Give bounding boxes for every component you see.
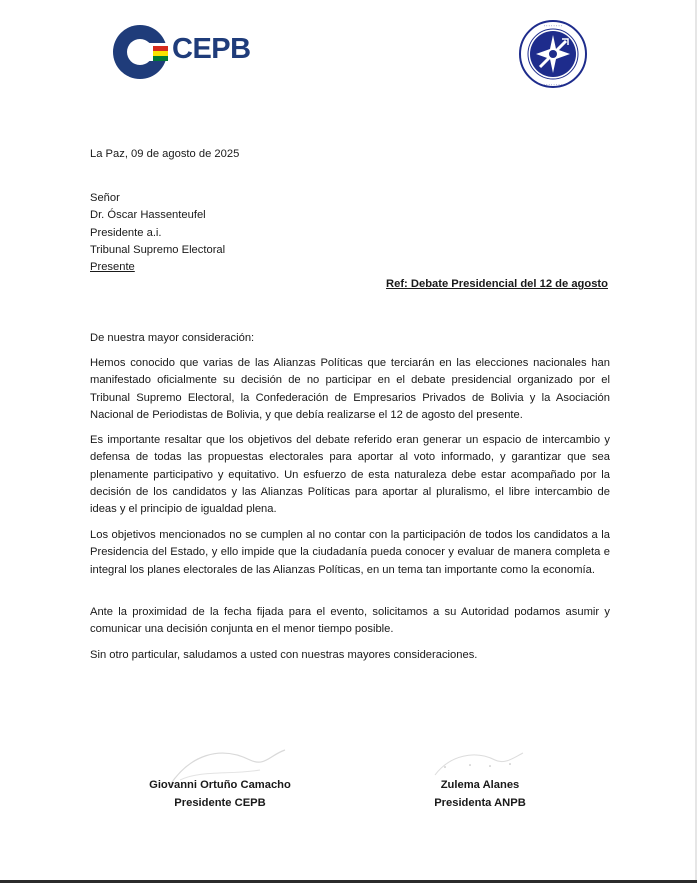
signatory-name: Giovanni Ortuño Camacho [149,779,291,791]
paragraph-3: Los objetivos mencionados no se cumplen al no contar con la participación de todos los candidatos a la Presidencia del Estado, y ello impide que la ciudadanía pueda conocer y evaluar de manera completa e integral los planes electorales de las Alianzas Políticas, en un tema tan importante como la economía. [90,529,610,576]
recipient-block [90,190,225,276]
signatory-1 [130,777,310,812]
recipient-institution: Tribunal Supremo Electoral [90,243,226,256]
paragraph-1: Hemos conocido que varias de las Alianzas Políticas que terciarán en las elecciones nacionales han manifestado oficialmente su decisión de no participar en el debate presidencial organizado por el Tribunal Supremo Electoral, la Confederación de Empresarios Privados de Bolivia y la Asociación Nacional de Periodistas de Bolivia, y que debía realizarse el 12 de agosto del presente. [90,357,610,421]
reference-line: Ref: Debate Presidencial del 12 de agosto [386,278,608,290]
signatory-role: Presidente CEPB [174,796,266,809]
cepb-logo-wordmark: CEPB [172,33,251,65]
signatory-role: Presidenta ANPB [434,796,526,809]
anpb-seal [518,19,588,89]
cepb-logo-icon [112,24,168,80]
letter-date: La Paz, 09 de agosto de 2025 [90,148,240,160]
paragraph-2: Es importante resaltar que los objetivos del debate referido eran generar un espacio de intercambio y defensa de todas las propuestas electorales para aportar al voto informado, y garantizar que sea plenamente participativo y equitativo. Un esfuerzo de esta naturaleza debe estar acompañado por la decisión de los candidatos y las Alianzas Políticas para aportar al pluralismo, el libre intercambio de ideas y el principio de igualdad plena. [90,434,610,516]
paragraph-4: Ante la proximidad de la fecha fijada para el evento, solicitamos a su Autoridad podamos asumir y comunicar una decisión conjunta en el menor tiempo posible. [90,606,610,636]
anpb-seal-icon [518,19,588,89]
recipient-presente: Presente [90,261,135,274]
recipient-title: Presidente a.i. [90,226,162,239]
signatory-name: Zulema Alanes [440,779,520,791]
greeting: De nuestra mayor consideración: [90,332,255,344]
closing-line: Sin otro particular, saludamos a usted con nuestras mayores consideraciones. [90,649,478,661]
recipient-salutation: Señor [90,192,120,204]
svg-text:· · · · · · · ·: · · · · · · · · [543,23,563,28]
svg-text:· · · · · · · ·: · · · · · · · · [543,82,563,87]
recipient-name: Dr. Óscar Hassenteufel [90,209,206,222]
cepb-logo [112,24,251,82]
signatory-2 [400,777,560,812]
